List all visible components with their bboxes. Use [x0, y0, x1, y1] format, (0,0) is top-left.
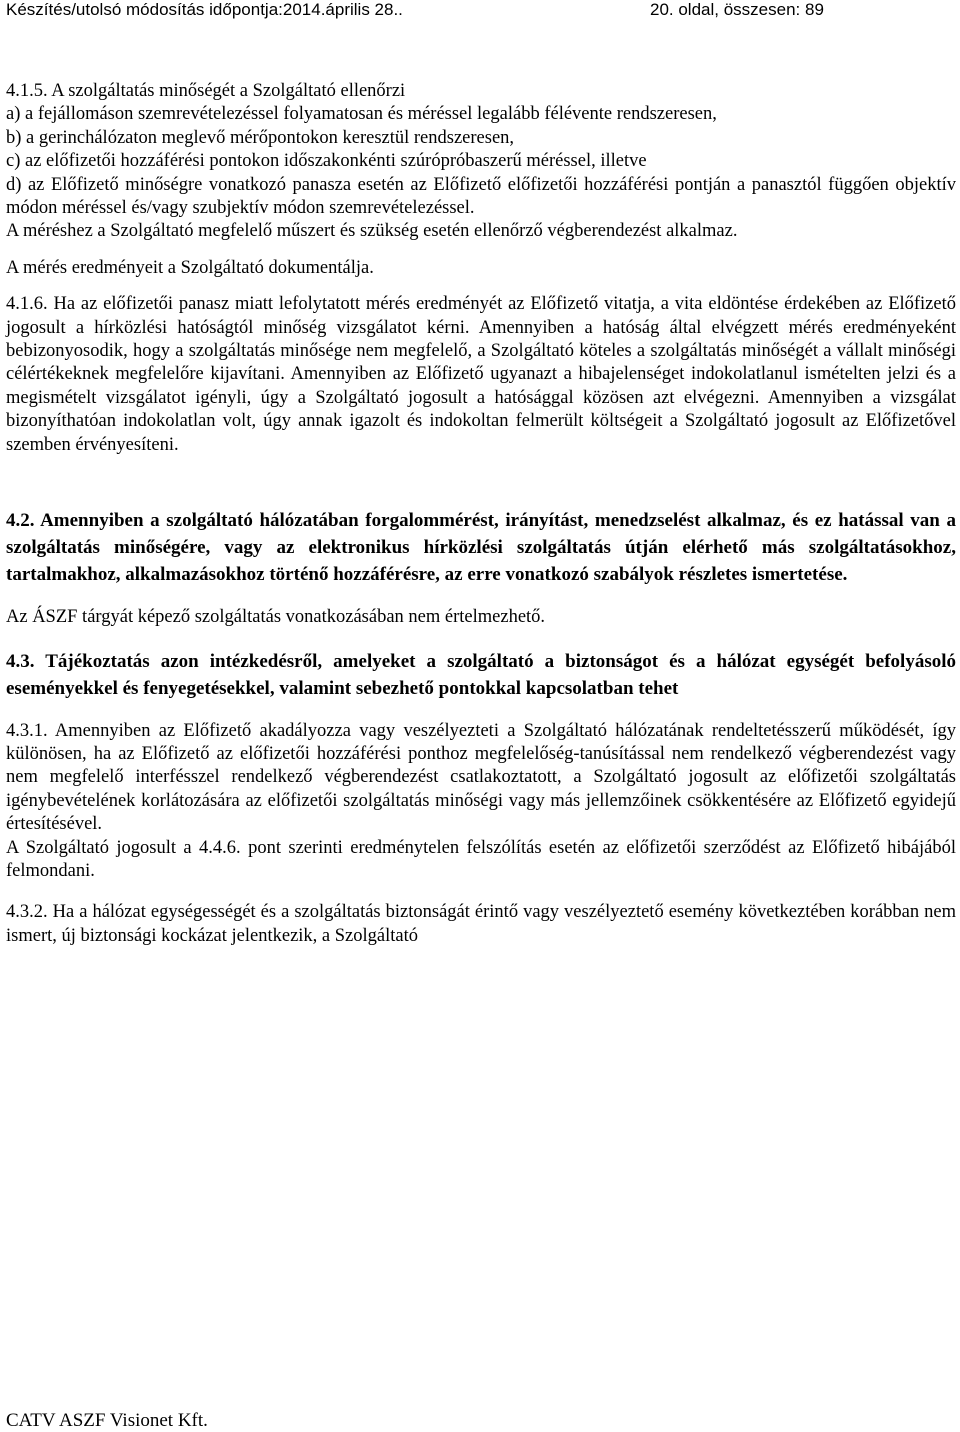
document-body [6, 80, 956, 948]
termination-paragraph: A Szolgáltató jogosult a 4.4.6. pont szerinti eredménytelen felszólítás esetén az előfizetői szerződést az Előfizető hibájából felmondani. [6, 837, 956, 881]
section-4-3-2: 4.3.2. Ha a hálózat egységességét és a szolgáltatás biztonságát érintő vagy veszélyeztető esemény következtében korábban nem ismert, új biztonsági kockázat jelentkezik, a Szolgáltató [6, 902, 956, 946]
page-header [0, 0, 960, 24]
page-number-label: 20. oldal, összesen: 89 [650, 0, 824, 19]
section-heading-4-1-5: 4.1.5. A szolgáltatás minőségét a Szolgáltató ellenőrzi [6, 81, 406, 101]
page-footer: CATV ASZF Visionet Kft. [6, 1410, 208, 1431]
modified-date-label: Készítés/utolsó módosítás időpontja:2014.április 28.. [6, 0, 403, 19]
section-4-3-1: 4.3.1. Amennyiben az Előfizető akadályozza vagy veszélyezteti a Szolgáltató hálózatának rendeltetésszerű működését, így különösen, ha az Előfizető az előfizetői hozzáférési ponthoz megfelelőség-tanúsítással nem rendelkező végberendezést vagy nem megfelelő interfésszel rendelkező végberendezést csatlakoztatott, a Szolgáltató jogosult az előfizetői szolgáltatás igénybevételének korlátozására az előfizetői szolgáltatás minőségi vagy más jellemzőinek csökkentésére az Előfizető egyidejű értesítésével. [6, 720, 956, 835]
section-heading-4-2: 4.2. Amennyiben a szolgáltató hálózatában forgalommérést, irányítást, menedzselést alkalmaz, és ez hatással van a szolgáltatás minőségére, vagy az elektronikus hírközlési szolgáltatás útján elérhető más szolgáltatásokhoz, tartalmakhoz, alkalmazásokhoz történő hozzáférésre, az erre vonatkozó szabályok részletes ismertetése. [6, 510, 956, 586]
measurement-results-paragraph: A mérés eredményeit a Szolgáltató dokumentálja. [6, 257, 374, 278]
list-item-b: b) a gerinchálózaton meglevő mérőpontokon keresztül rendszeresen, [6, 127, 515, 148]
list-item-a: a) a fejállomáson szemrevételezéssel folyamatosan és méréssel legalább félévente rendszeresen, [6, 104, 717, 125]
section-heading-4-3: 4.3. Tájékoztatás azon intézkedésről, amelyeket a szolgáltató a biztonságot és a hálózat egységét befolyásoló eseményekkel és fenyegetésekkel, valamint sebezhető pontokkal kapcsolatban tehet [6, 650, 956, 699]
measurement-equipment-paragraph: A méréshez a Szolgáltató megfelelő műszert és szükség esetén ellenőrző végberendezést alkalmaz. [6, 221, 738, 242]
list-item-c: c) az előfizetői hozzáférési pontokon időszakonkénti szúrópróbaszerű méréssel, illetve [6, 151, 647, 172]
list-item-d: d) az Előfizető minőségre vonatkozó panasza esetén az Előfizető előfizetői hozzáférési pontján a panasztól függően objektív módon méréssel és/vagy szubjektív módon szemrevételezéssel. [6, 174, 956, 219]
section-4-2-body: Az ÁSZF tárgyát képező szolgáltatás vonatkozásában nem értelmezhető. [6, 607, 546, 628]
section-4-1-5 [6, 80, 956, 244]
section-4-1-6: 4.1.6. Ha az előfizetői panasz miatt lefolytatott mérés eredményét az Előfizető vitatja, a vita eldöntése érdekében az Előfizető jogosult a hírközlési hatóságtól minőség vizsgálatot kérni. Amennyiben a hatóság által elvégzett mérés eredményeként bebizonyosodik, hogy a szolgáltatás minősége nem megfelelő, a Szolgáltató köteles a szolgáltatás minőségét a vállalt minőségi célértékeknek megfelelőre kijavítani. Amennyiben az Előfizető ugyanazt a hibajelenséget indokolatlanul ismételten jelzi és a megismételt vizsgálatot igényli, úgy a Szolgáltató jogosult a hatósággal közösen azt elvégezni. Amennyiben a vizsgálat bizonyíthatóan indokolatlan volt, úgy annak igazolt és indokoltan felmerült költségeit a Szolgáltató jogosult az Előfizetővel szemben érvényesíteni. [6, 294, 956, 455]
